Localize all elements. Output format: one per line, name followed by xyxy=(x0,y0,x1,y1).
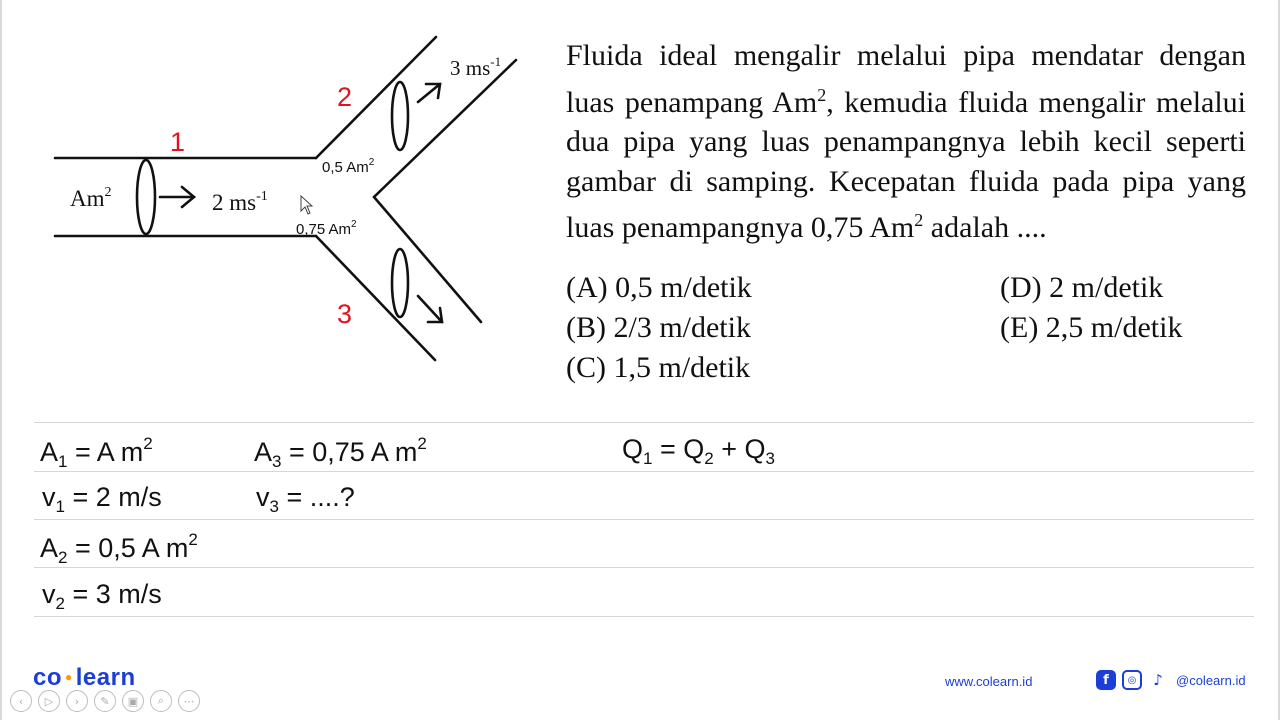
option-b[interactable]: (B) 2/3 m/detik xyxy=(566,311,751,344)
tiktok-icon[interactable]: ♪ xyxy=(1153,671,1163,689)
previous-icon[interactable]: ‹ xyxy=(10,690,32,712)
cross-section-2 xyxy=(392,82,408,150)
eq-a1: $A_1 = A$ $m^2$ xyxy=(40,434,153,471)
question-sup-1: 2 xyxy=(817,84,827,105)
facebook-icon[interactable]: f xyxy=(1096,670,1116,690)
social-links xyxy=(1096,670,1246,690)
question-sup-2: 2 xyxy=(914,210,924,230)
pipe-label-3: 3 xyxy=(337,299,353,329)
question-text xyxy=(566,36,1246,248)
social-handle[interactable]: @colearn.id xyxy=(1176,672,1246,688)
option-a[interactable]: (A) 0,5 m/detik xyxy=(566,271,752,304)
pipe-label-2: 2 xyxy=(337,82,353,112)
area2-label: 0,5 Am$^2$ xyxy=(322,157,375,176)
option-e[interactable]: (E) 2,5 m/detik xyxy=(1000,311,1183,344)
pipe-diagram xyxy=(0,0,560,400)
pipe3-outer-wall xyxy=(316,236,435,360)
option-d[interactable]: (D) 2 m/detik xyxy=(1000,271,1164,304)
pipe2-outer-wall xyxy=(316,37,436,158)
ruled-line-2 xyxy=(34,471,1254,472)
area3-label: 0,75 Am$^2$ xyxy=(296,219,357,238)
option-c[interactable]: (C) 1,5 m/detik xyxy=(566,351,751,384)
play-icon[interactable]: ▷ xyxy=(38,690,60,712)
more-icon[interactable]: ⋯ xyxy=(178,690,200,712)
slides-icon[interactable]: ▣ xyxy=(122,690,144,712)
mouse-cursor-icon xyxy=(301,196,312,214)
velocity2-label: 3 $ms^{-1}$ xyxy=(450,54,502,80)
cross-section-1 xyxy=(137,160,155,234)
pipe3-inner-wall xyxy=(374,197,481,322)
ruled-line-1 xyxy=(34,422,1254,423)
eq-v3: $v_3$ = ....? xyxy=(256,482,355,516)
ruled-line-3 xyxy=(34,519,1254,520)
flow-arrow-3 xyxy=(418,296,442,322)
pipe2-inner-wall xyxy=(374,60,516,197)
eq-continuity: $Q_1 = Q_2 + Q_3$ xyxy=(622,434,775,468)
instagram-icon[interactable]: ◎ xyxy=(1122,670,1142,690)
area1-label: Am$^2$ xyxy=(70,185,112,211)
website-link[interactable]: www.colearn.id xyxy=(945,674,1033,689)
flow-arrow-1 xyxy=(160,187,194,207)
question-part-3: adalah .... xyxy=(923,211,1047,244)
zoom-icon[interactable]: ⌕ xyxy=(150,690,172,712)
ruled-line-4 xyxy=(34,567,1254,568)
flow-arrow-2 xyxy=(418,84,440,102)
pipe-label-1: 1 xyxy=(170,127,186,157)
eq-a2: $A_2 = 0,5$ A $m^2$ xyxy=(40,530,198,567)
pen-icon[interactable]: ✎ xyxy=(94,690,116,712)
colearn-logo: co ● learn xyxy=(33,664,136,691)
eq-v1: $v_1 = 2$ m/s xyxy=(42,482,162,516)
next-icon[interactable]: › xyxy=(66,690,88,712)
eq-a3: $A_3 = 0,75$ A $m^2$ xyxy=(254,434,427,471)
player-controls xyxy=(10,690,200,712)
velocity1-label: 2 $ms^{-1}$ xyxy=(212,189,268,215)
question-part-2: , kemudia fluida mengalir melalui dua pipa yang luas penampangnya lebih kecil seperti gambar di samping. Kecepatan fluida pada pipa yang luas penampangnya 0,75 Am xyxy=(566,85,1247,244)
ruled-line-5 xyxy=(34,616,1254,617)
eq-v2: $v_2 = 3$ m/s xyxy=(42,579,162,613)
cross-section-3 xyxy=(392,249,408,317)
question-part-1: Fluida ideal mengalir melalui pipa mendatar dengan luas penampang Am xyxy=(566,39,1246,119)
